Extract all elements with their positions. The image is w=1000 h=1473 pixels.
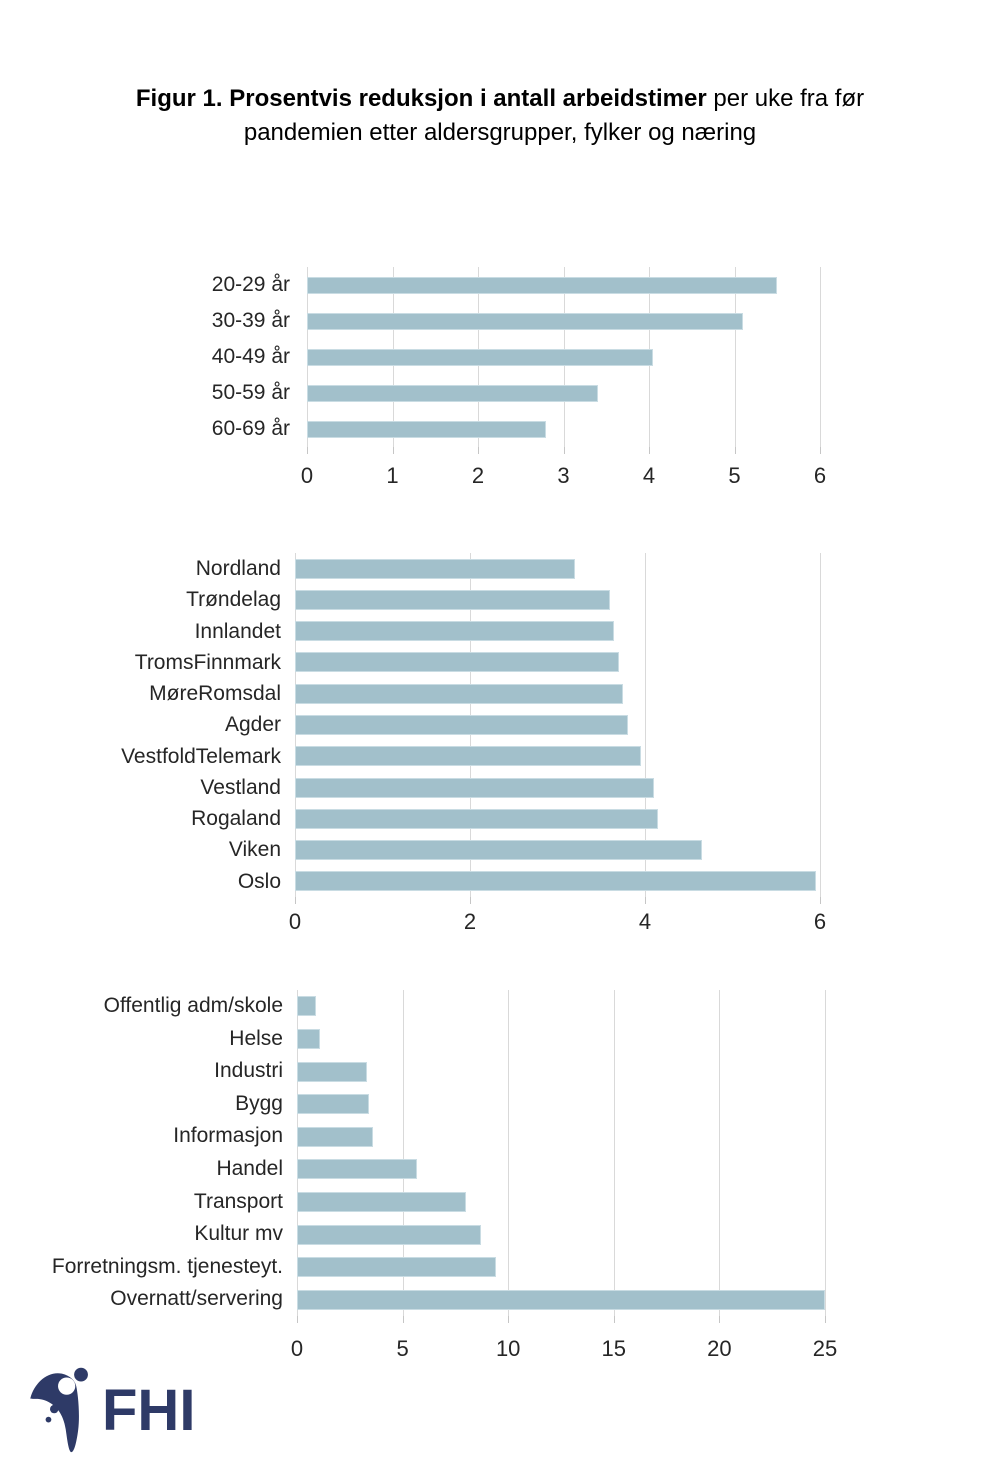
- bar: [295, 684, 623, 704]
- chart-counties: [0, 553, 1000, 949]
- bar: [307, 349, 653, 366]
- tick-label: 5: [728, 463, 741, 488]
- tick-label: 20: [707, 1336, 732, 1361]
- axis-tick: [508, 1316, 509, 1323]
- axis-tick: [295, 897, 296, 904]
- axis-tick: [470, 897, 471, 904]
- category-label: Forretningsm. tjenesteyt.: [51, 1254, 283, 1278]
- bar: [297, 1257, 496, 1277]
- bar: [295, 652, 619, 672]
- gridline: [825, 990, 826, 1316]
- fhi-logo: [28, 1366, 195, 1456]
- bar: [307, 421, 546, 438]
- tick-label: 25: [812, 1336, 838, 1361]
- category-label: Handel: [216, 1157, 283, 1180]
- category-label: Kultur mv: [194, 1222, 283, 1246]
- category-label: VestfoldTelemark: [121, 744, 281, 768]
- fhi-logo-mark-icon: [28, 1366, 90, 1456]
- gridline: [820, 553, 821, 897]
- category-label: Transport: [193, 1189, 283, 1213]
- category-label: Offentlig adm/skole: [103, 994, 283, 1017]
- bar: [295, 809, 658, 829]
- figure-title-line2: pandemien etter aldersgrupper, fylker og næring: [243, 119, 757, 146]
- gridline: [735, 267, 736, 447]
- bar: [307, 313, 743, 330]
- bar: [295, 621, 614, 641]
- category-label: Vestland: [200, 775, 281, 799]
- tick-label: 15: [601, 1336, 627, 1361]
- tick-label: 0: [300, 463, 314, 488]
- axis-tick: [645, 897, 646, 904]
- tick-label: 0: [290, 1336, 304, 1361]
- bar: [297, 1094, 369, 1114]
- category-label: 60-69 år: [211, 417, 290, 440]
- category-label: Viken: [228, 838, 281, 862]
- axis-tick: [393, 447, 394, 454]
- category-label: Helse: [229, 1026, 283, 1050]
- bar: [295, 559, 575, 579]
- axis-tick: [564, 447, 565, 454]
- axis-tick: [719, 1316, 720, 1323]
- axis-tick: [820, 897, 821, 904]
- gridline: [614, 990, 615, 1316]
- axis-tick: [735, 447, 736, 454]
- tick-label: 10: [495, 1336, 521, 1361]
- category-label: Overnatt/servering: [110, 1287, 283, 1311]
- tick-label: 6: [813, 463, 827, 488]
- bar: [297, 1225, 481, 1245]
- figure-title-bold: Figur 1. Prosentvis reduksjon i antall arbeidstimer: [135, 85, 707, 112]
- bar: [295, 746, 641, 766]
- axis-tick: [478, 447, 479, 454]
- tick-label: 2: [471, 463, 485, 488]
- axis-tick: [614, 1316, 615, 1323]
- tick-label: 6: [813, 909, 827, 934]
- category-label: Bygg: [235, 1091, 283, 1115]
- tick-label: 2: [463, 909, 477, 934]
- bar: [297, 1159, 417, 1179]
- axis-tick: [307, 447, 308, 454]
- category-label: Innlandet: [194, 619, 281, 643]
- axis-tick: [825, 1316, 826, 1323]
- axis-tick: [649, 447, 650, 454]
- bar: [297, 1290, 825, 1310]
- category-label: Nordland: [195, 557, 281, 580]
- tick-label: 4: [642, 463, 656, 488]
- gridline: [820, 267, 821, 447]
- chart-age-groups: [0, 267, 1000, 503]
- bar: [295, 840, 702, 860]
- category-label: Trøndelag: [186, 588, 281, 612]
- tick-label: 0: [288, 909, 302, 934]
- gridline: [508, 990, 509, 1316]
- category-label: 20-29 år: [211, 273, 290, 296]
- bar: [307, 277, 777, 294]
- axis-tick: [403, 1316, 404, 1323]
- fhi-logo-text: FHI: [102, 1378, 196, 1443]
- axis-tick: [297, 1316, 298, 1323]
- category-label: 50-59 år: [211, 381, 290, 404]
- category-label: 30-39 år: [211, 309, 290, 332]
- category-label: MøreRomsdal: [149, 682, 281, 706]
- tick-label: 3: [557, 463, 570, 488]
- figure-title: [90, 82, 910, 150]
- gridline: [719, 990, 720, 1316]
- tick-label: 1: [386, 463, 399, 488]
- category-label: TromsFinnmark: [134, 650, 281, 674]
- bar: [297, 1127, 373, 1147]
- bar: [297, 1192, 466, 1212]
- bar: [295, 715, 628, 735]
- bar: [297, 1029, 320, 1049]
- category-label: Informasjon: [173, 1124, 283, 1148]
- bar: [307, 385, 598, 402]
- category-label: Rogaland: [191, 807, 281, 831]
- bar: [297, 1062, 367, 1082]
- figure-title-regular: per uke fra før: [706, 85, 865, 112]
- chart-industries: [0, 990, 1000, 1376]
- category-label: Agder: [224, 713, 281, 737]
- bar: [295, 590, 610, 610]
- bar: [295, 871, 816, 891]
- category-label: 40-49 år: [211, 345, 290, 368]
- bar: [295, 778, 654, 798]
- tick-label: 4: [638, 909, 652, 934]
- category-label: Industri: [214, 1059, 283, 1083]
- category-label: Oslo: [237, 869, 281, 893]
- axis-tick: [820, 447, 821, 454]
- bar: [297, 996, 316, 1016]
- tick-label: 5: [396, 1336, 409, 1361]
